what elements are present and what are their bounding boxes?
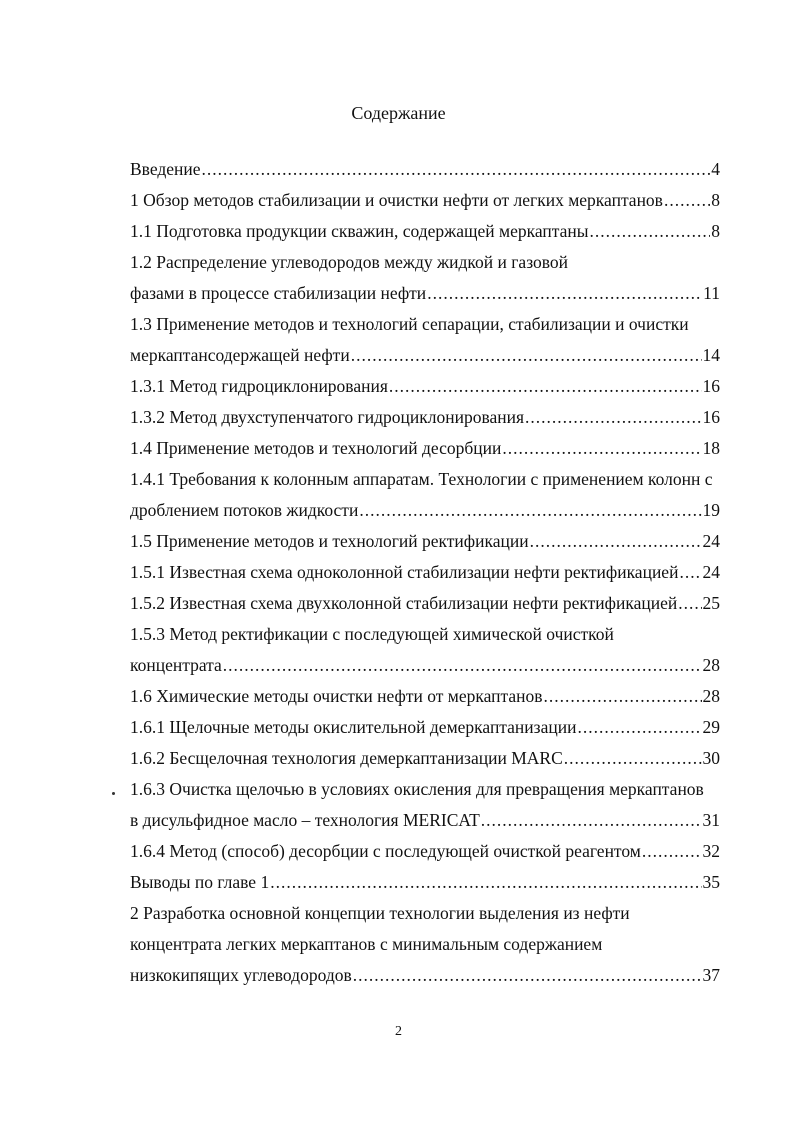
toc-entry xyxy=(130,898,720,929)
toc-dot-leader xyxy=(642,836,702,867)
toc-entry xyxy=(130,185,720,216)
toc-entry xyxy=(130,712,720,743)
toc-entry-page: 28 xyxy=(702,686,720,706)
toc-entry-page: 28 xyxy=(702,655,720,675)
toc-entry xyxy=(130,340,720,371)
toc-entry xyxy=(130,526,720,557)
toc-entry-page: 25 xyxy=(702,593,720,613)
toc-entry-text: 1.6.2 Бесщелочная технология демеркаптанизации MARC xyxy=(130,748,563,768)
toc-entry xyxy=(130,650,720,681)
toc-entry xyxy=(130,154,720,185)
toc-entry-page: 24 xyxy=(702,531,720,551)
toc-entry-text: 1.6 Химические методы очистки нефти от меркаптанов xyxy=(130,686,543,706)
toc-entry-text: 1.4 Применение методов и технологий десорбции xyxy=(130,438,502,458)
toc-entry-text: 1.3.2 Метод двухступенчатого гидроциклонирования xyxy=(130,407,525,427)
toc-entry-page: 37 xyxy=(702,965,720,985)
toc-entry-page: 14 xyxy=(702,345,720,365)
toc-entry xyxy=(130,557,720,588)
toc-entry xyxy=(130,929,720,960)
toc-dot-leader xyxy=(564,743,702,774)
toc-entry xyxy=(130,402,720,433)
toc-entry-page: 18 xyxy=(702,438,720,458)
page-title: Содержание xyxy=(351,103,446,123)
toc-entry xyxy=(130,433,720,464)
toc-entry xyxy=(130,867,720,898)
toc-entry-page: 35 xyxy=(702,872,720,892)
toc-entry-page: 24 xyxy=(702,562,720,582)
toc-entry xyxy=(130,247,720,278)
toc-entry-text: 2 Разработка основной концепции технологии выделения из нефти xyxy=(130,903,630,923)
toc-dot-leader xyxy=(678,588,701,619)
toc-dot-leader xyxy=(223,650,702,681)
toc-entry-page: 19 xyxy=(702,500,720,520)
toc-entry-text: концентрата xyxy=(130,655,222,675)
toc-entry-text: 1 Обзор методов стабилизации и очистки нефти от легких меркаптанов xyxy=(130,190,663,210)
toc-entry xyxy=(130,309,720,340)
toc-entry-text: 1.3.1 Метод гидроциклонирования xyxy=(130,376,388,396)
toc-entry-text: концентрата легких меркаптанов с минимальным содержанием xyxy=(130,934,603,954)
toc-entry-text: 1.1 Подготовка продукции скважин, содержащей меркаптаны xyxy=(130,221,589,241)
toc-dot-leader xyxy=(427,278,702,309)
toc-entry xyxy=(130,278,720,309)
toc-entry-text: в дисульфидное масло – технология MERICAT xyxy=(130,810,480,830)
toc-entry xyxy=(130,464,720,495)
toc-entry-text: 1.3 Применение методов и технологий сепарации, стабилизации и очистки xyxy=(130,314,689,334)
toc-dot-leader xyxy=(351,340,702,371)
page-number: 2 xyxy=(395,1024,402,1039)
toc-dot-leader xyxy=(481,805,702,836)
toc-entry xyxy=(130,805,720,836)
toc-entry xyxy=(130,681,720,712)
toc-entry-page: 31 xyxy=(702,810,720,830)
toc-entry xyxy=(130,495,720,526)
toc-entry xyxy=(130,619,720,650)
toc-entry-page: 30 xyxy=(702,748,720,768)
toc-entry-text: низкокипящих углеводородов xyxy=(130,965,352,985)
toc-entry-text: фазами в процессе стабилизации нефти xyxy=(130,283,427,303)
toc-dot-leader xyxy=(389,371,702,402)
toc-dot-leader xyxy=(525,402,701,433)
toc-entry-text: 1.5.1 Известная схема одноколонной стабилизации нефти ректификацией xyxy=(130,562,679,582)
toc-dot-leader xyxy=(664,185,710,216)
toc-entry xyxy=(130,371,720,402)
toc-entry-text: 1.6.4 Метод (способ) десорбции с последующей очисткой реагентом xyxy=(130,841,641,861)
toc-entry-page: 16 xyxy=(702,407,720,427)
toc-entry-text: 1.6.3 Очистка щелочью в условиях окисления для превращения меркаптанов xyxy=(130,779,704,799)
toc-dot-leader xyxy=(590,216,711,247)
toc-entry-page: 32 xyxy=(702,841,720,861)
toc-entry-text: 1.5.2 Известная схема двухколонной стабилизации нефти ректификацией xyxy=(130,593,678,613)
toc-entry-page: 8 xyxy=(711,190,720,210)
toc-entry-text: 1.5 Применение методов и технологий ректификации xyxy=(130,531,529,551)
toc-entry xyxy=(130,774,720,805)
toc-entry-text: Введение xyxy=(130,159,201,179)
toc-entry xyxy=(130,960,720,991)
toc-dot-leader xyxy=(530,526,702,557)
toc-entry-page: 11 xyxy=(703,283,720,303)
toc-dot-leader xyxy=(679,557,701,588)
toc-entry-page: 4 xyxy=(711,159,720,179)
toc-entry-page: 29 xyxy=(702,717,720,737)
toc-dot-leader xyxy=(544,681,702,712)
toc-dot-leader xyxy=(502,433,701,464)
toc-dot-leader xyxy=(202,154,711,185)
toc-dot-leader xyxy=(353,960,702,991)
toc-dot-leader xyxy=(359,495,701,526)
toc-entry xyxy=(130,743,720,774)
scan-dot xyxy=(112,792,115,795)
toc-entry xyxy=(130,836,720,867)
toc-entry xyxy=(130,588,720,619)
toc-entry-text: Выводы по главе 1 xyxy=(130,872,270,892)
toc-entry-text: дроблением потоков жидкости xyxy=(130,500,359,520)
toc-dot-leader xyxy=(270,867,701,898)
toc-entry-page: 16 xyxy=(702,376,720,396)
toc-entry-text: 1.4.1 Требования к колонным аппаратам. Технологии с применением колонн с xyxy=(130,469,713,489)
toc-entry-text: меркаптансодержащей нефти xyxy=(130,345,350,365)
toc-entry-text: 1.5.3 Метод ректификации с последующей химической очисткой xyxy=(130,624,614,644)
table-of-contents xyxy=(130,154,720,991)
toc-entry-text: 1.2 Распределение углеводородов между жидкой и газовой xyxy=(130,252,569,272)
toc-dot-leader xyxy=(577,712,701,743)
toc-entry-text: 1.6.1 Щелочные методы окислительной демеркаптанизации xyxy=(130,717,577,737)
toc-entry-page: 8 xyxy=(711,221,720,241)
toc-entry xyxy=(130,216,720,247)
